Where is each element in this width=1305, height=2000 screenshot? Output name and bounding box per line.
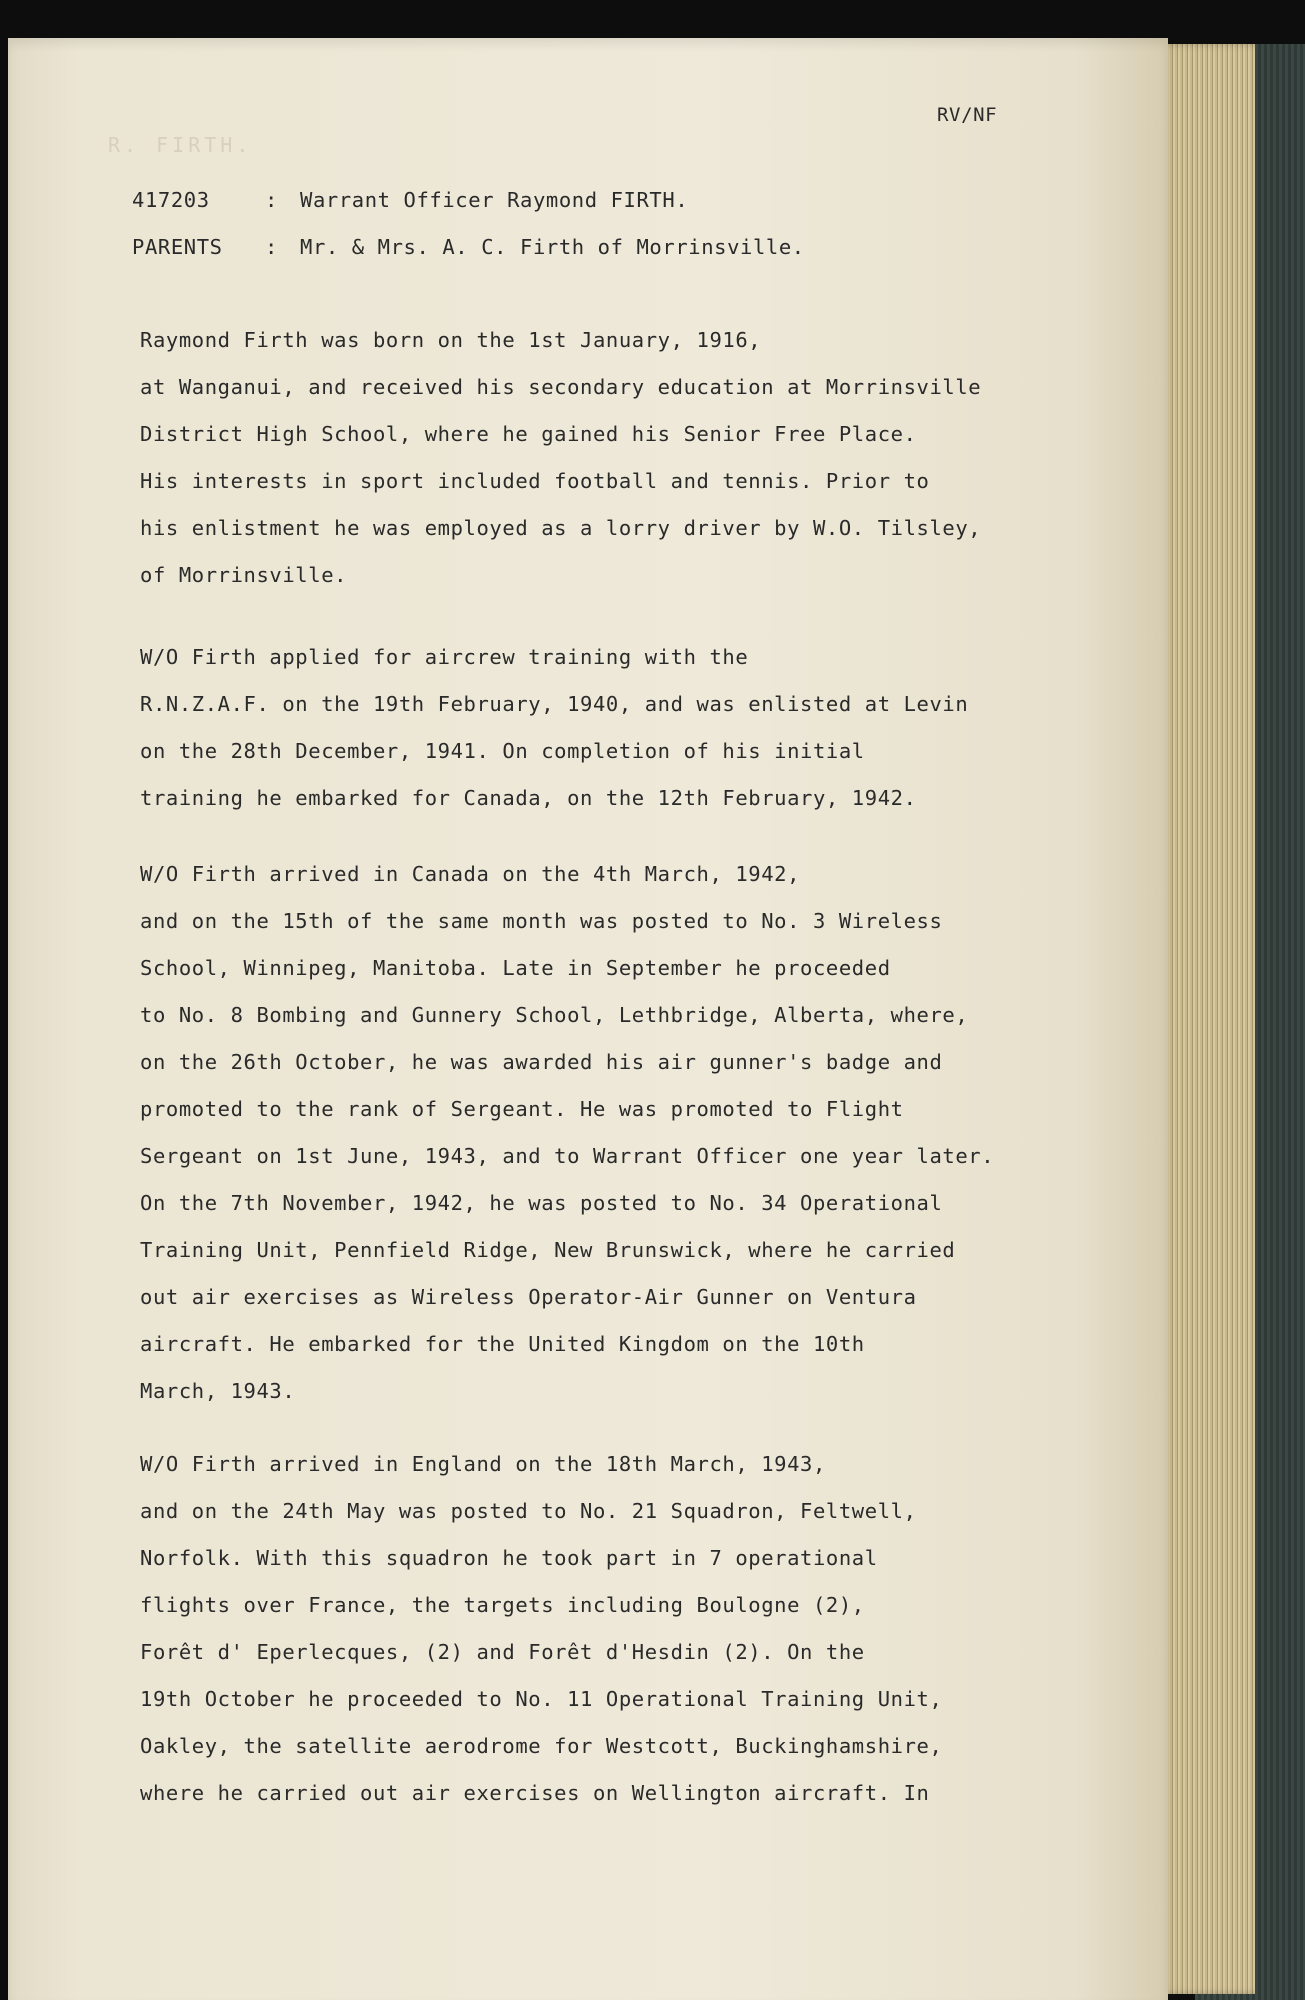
rank-and-name: Warrant Officer Raymond FIRTH. xyxy=(300,188,689,212)
text-line: Training Unit, Pennfield Ridge, New Brunswick, where he carried xyxy=(140,1238,956,1262)
text-line: Oakley, the satellite aerodrome for Westcott, Buckinghamshire, xyxy=(140,1734,943,1758)
text-line: Raymond Firth was born on the 1st January, 1916, xyxy=(140,328,762,352)
text-line: his enlistment he was employed as a lorry driver by W.O. Tilsley, xyxy=(140,516,982,540)
header-separator: : xyxy=(265,188,278,212)
text-line: 19th October he proceeded to No. 11 Operational Training Unit, xyxy=(140,1687,943,1711)
text-line: on the 28th December, 1941. On completion of his initial xyxy=(140,739,865,763)
text-line: Norfolk. With this squadron he took part in 7 operational xyxy=(140,1546,878,1570)
text-line: on the 26th October, he was awarded his air gunner's badge and xyxy=(140,1050,943,1074)
service-number: 417203 xyxy=(132,188,210,212)
text-line: W/O Firth applied for aircrew training with the xyxy=(140,645,749,669)
page-edges xyxy=(1160,44,1255,1994)
parents-separator: : xyxy=(265,235,278,259)
text-line: and on the 24th May was posted to No. 21 Squadron, Feltwell, xyxy=(140,1499,917,1523)
text-line: School, Winnipeg, Manitoba. Late in September he proceeded xyxy=(140,956,891,980)
text-line: On the 7th November, 1942, he was posted to No. 34 Operational xyxy=(140,1191,943,1215)
text-line: of Morrinsville. xyxy=(140,563,348,587)
text-line: March, 1943. xyxy=(140,1379,296,1403)
text-line: R.N.Z.A.F. on the 19th February, 1940, and was enlisted at Levin xyxy=(140,692,969,716)
text-line: flights over France, the targets including Boulogne (2), xyxy=(140,1593,865,1617)
file-reference: RV/NF xyxy=(937,104,998,126)
text-line: training he embarked for Canada, on the 12th February, 1942. xyxy=(140,786,917,810)
parents-value: Mr. & Mrs. A. C. Firth of Morrinsville. xyxy=(300,235,805,259)
text-line: His interests in sport included football and tennis. Prior to xyxy=(140,469,930,493)
text-line: promoted to the rank of Sergeant. He was promoted to Flight xyxy=(140,1097,904,1121)
text-line: District High School, where he gained his Senior Free Place. xyxy=(140,422,917,446)
text-line: W/O Firth arrived in England on the 18th March, 1943, xyxy=(140,1452,826,1476)
text-line: out air exercises as Wireless Operator-Air Gunner on Ventura xyxy=(140,1285,917,1309)
text-line: Sergeant on 1st June, 1943, and to Warrant Officer one year later. xyxy=(140,1144,995,1168)
text-line: and on the 15th of the same month was posted to No. 3 Wireless xyxy=(140,909,943,933)
text-line: W/O Firth arrived in Canada on the 4th March, 1942, xyxy=(140,862,801,886)
parents-label: PARENTS xyxy=(132,235,223,259)
text-line: to No. 8 Bombing and Gunnery School, Lethbridge, Alberta, where, xyxy=(140,1003,969,1027)
text-line: where he carried out air exercises on Wellington aircraft. In xyxy=(140,1781,930,1805)
text-line: at Wanganui, and received his secondary education at Morrinsville xyxy=(140,375,982,399)
text-line: Forêt d' Eperlecques, (2) and Forêt d'Hesdin (2). On the xyxy=(140,1640,865,1664)
text-line: aircraft. He embarked for the United Kingdom on the 10th xyxy=(140,1332,865,1356)
faint-header-bleedthrough: R. FIRTH. xyxy=(108,133,253,157)
